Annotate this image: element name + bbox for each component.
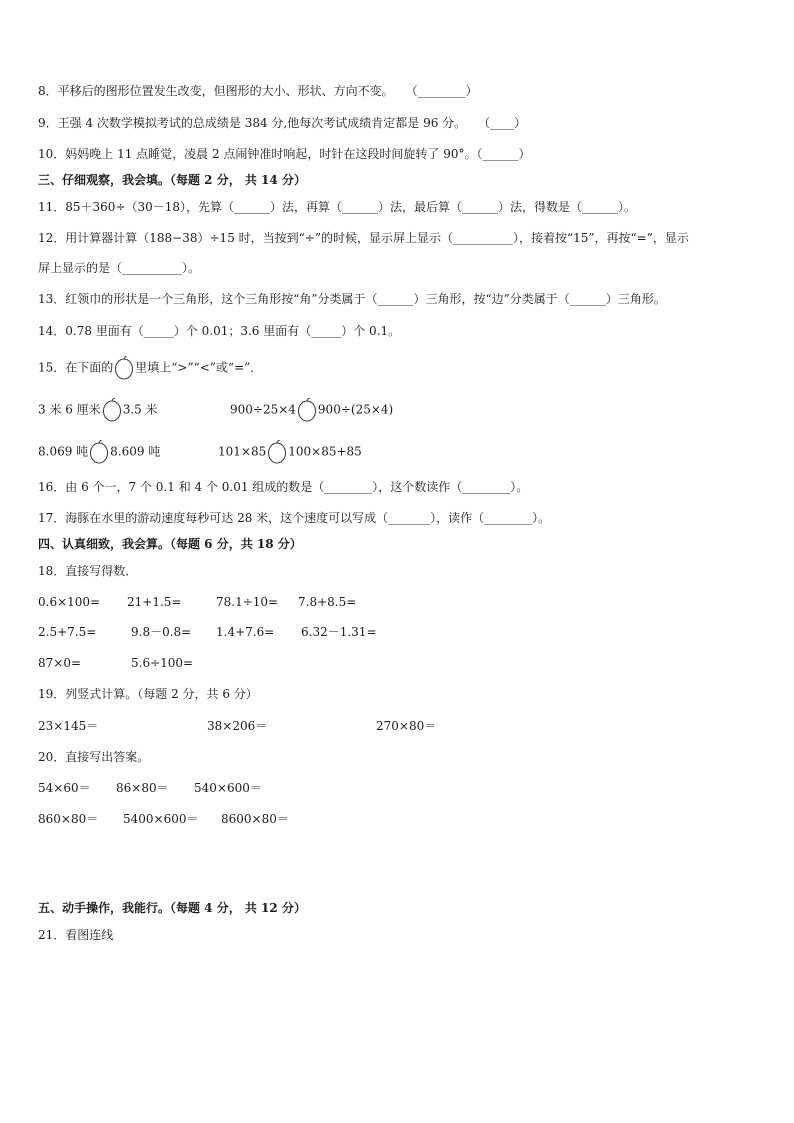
- compare-left: 900÷25×4: [230, 402, 296, 417]
- answer-circle-icon: [114, 356, 134, 380]
- question-13: 13．红领巾的形状是一个三角形，这个三角形按“角”分类属于（______）三角形，按“边”分类属于（______）三角形。: [38, 292, 666, 306]
- question-12-line2: 屏上显示的是（__________）。: [38, 261, 201, 275]
- question-15: [38, 356, 262, 380]
- q19-item: 23×145＝: [38, 719, 99, 733]
- answer-circle-icon[interactable]: [267, 440, 287, 464]
- q20-item: 5400×600＝: [123, 812, 199, 826]
- question-21: 21．看图连线: [38, 928, 114, 942]
- compare-item-3: [38, 440, 160, 464]
- q20-item: 8600×80＝: [221, 812, 289, 826]
- q20-item: 54×60＝: [38, 781, 91, 795]
- compare-left: 8.069 吨: [38, 444, 89, 459]
- q18-item: 9.8－0.8=: [131, 625, 192, 639]
- question-12-line1: 12．用计算器计算（188−38）÷15 时，当按到“÷”的时候，显示屏上显示（__________），接着按“15”，再按“=”，显示: [38, 231, 689, 245]
- question-11: 11．85＋360÷（30－18），先算（______）法，再算（______）法，最后算（______）法，得数是（______）。: [38, 200, 637, 214]
- q18-item: 5.6÷100=: [131, 656, 194, 670]
- compare-item-4: [218, 440, 362, 464]
- compare-right: 8.609 吨: [110, 444, 161, 459]
- q19-item: 38×206＝: [207, 719, 268, 733]
- q18-item: 6.32－1.31=: [301, 625, 377, 639]
- q18-item: 87×0=: [38, 656, 82, 670]
- compare-right: 3.5 米: [122, 402, 158, 417]
- q20-item: 860×80＝: [38, 812, 99, 826]
- q18-item: 0.6×100=: [38, 595, 101, 609]
- q20-item: 540×600＝: [194, 781, 262, 795]
- question-14: 14．0.78 里面有（_____）个 0.01；3.6 里面有（_____）个 0.1。: [38, 324, 401, 338]
- compare-item-2: [230, 398, 393, 422]
- compare-right: 900÷(25×4): [317, 402, 394, 417]
- q18-item: 7.8+8.5=: [298, 595, 357, 609]
- question-17: 17．海豚在水里的游动速度每秒可达 28 米，这个速度可以写成（_______），读作（________）。: [38, 511, 551, 525]
- question-8: 8．平移后的图形位置发生改变，但图形的大小、形状、方向不变。 （________）: [38, 84, 478, 98]
- q18-item: 21+1.5=: [127, 595, 182, 609]
- q18-item: 2.5+7.5=: [38, 625, 97, 639]
- q20-item: 86×80＝: [116, 781, 169, 795]
- question-20: 20．直接写出答案。: [38, 750, 150, 764]
- section-5-heading: 五、动手操作，我能行。（每题 4 分， 共 12 分）: [38, 901, 306, 915]
- section-4-heading: 四、认真细致，我会算。（每题 6 分，共 18 分）: [38, 537, 302, 551]
- section-3-heading: 三、仔细观察，我会填。（每题 2 分， 共 14 分）: [38, 173, 306, 187]
- q19-item: 270×80＝: [376, 719, 437, 733]
- question-9: 9．王强 4 次数学模拟考试的总成绩是 384 分,他每次考试成绩肯定都是 96 分。 （____）: [38, 116, 527, 130]
- compare-left: 101×85: [218, 444, 267, 459]
- question-15-suffix: 里填上“>”“<”或“=”．: [135, 360, 263, 375]
- q18-item: 1.4+7.6=: [216, 625, 275, 639]
- question-18: 18．直接写得数．: [38, 564, 138, 578]
- compare-right: 100×85+85: [288, 444, 362, 459]
- compare-item-1: [38, 398, 158, 422]
- answer-circle-icon[interactable]: [102, 398, 122, 422]
- answer-circle-icon[interactable]: [89, 440, 109, 464]
- q18-item: 78.1÷10=: [216, 595, 279, 609]
- question-19: 19．列竖式计算。（每题 2 分，共 6 分）: [38, 687, 258, 701]
- question-16: 16．由 6 个一，7 个 0.1 和 4 个 0.01 组成的数是（________），这个数读作（________）。: [38, 480, 529, 494]
- compare-left: 3 米 6 厘米: [38, 402, 101, 417]
- answer-circle-icon[interactable]: [297, 398, 317, 422]
- question-10: 10．妈妈晚上 11 点睡觉，凌晨 2 点闹钟准时响起，时针在这段时间旋转了 90°。（______）: [38, 147, 531, 161]
- question-15-prefix: 15．在下面的: [38, 360, 114, 375]
